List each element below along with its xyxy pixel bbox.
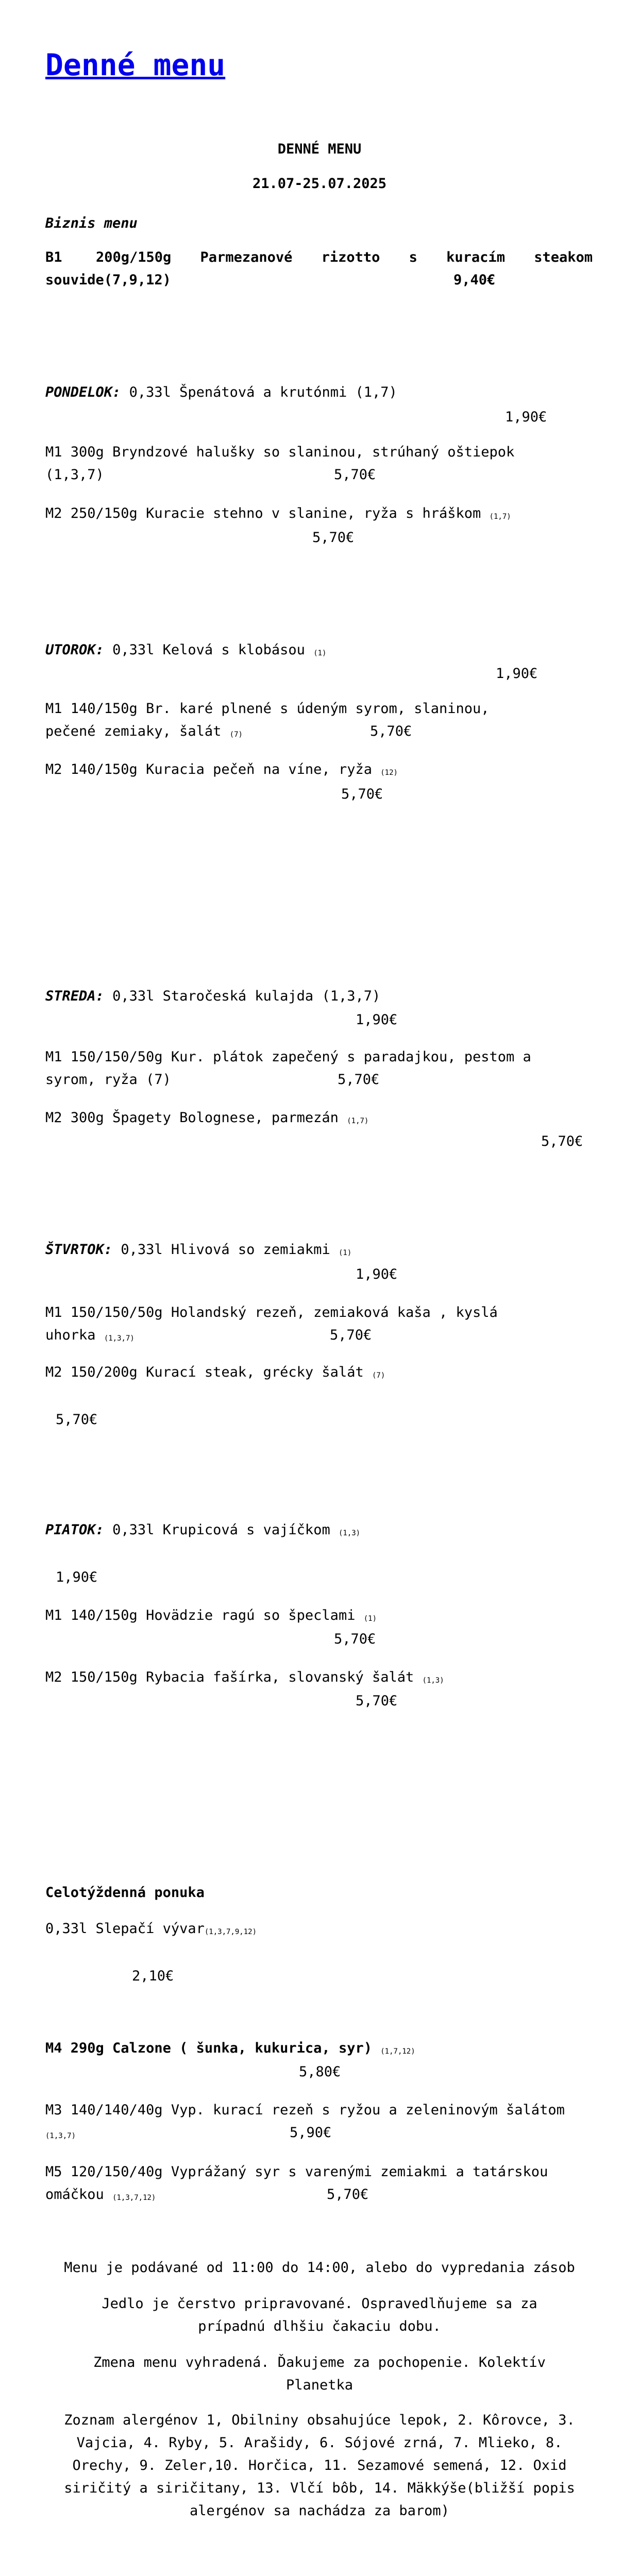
allergen-list: Zoznam alergénov 1, Obilniny obsahujúce lepok, 2. Kôrovce, 3. Vajcia, 4. Ryby, 5. Arašidy, 6. Sójové zrná, 7. Mlieko, 8. Orechy, 9. Zeler,10. Horčica, 11. Sezamové semená, 12. Oxid siričitý a siričitany, 13. Vlčí bôb, 14. Mäkkýše(bližší popis alergénov sa nachádza za barom) <box>64 2412 575 2519</box>
m4-allergens: (1,7,12) <box>380 2047 415 2056</box>
biznis-line2: souvide(7,9,12) <box>45 272 171 288</box>
day-pondelok <box>45 381 397 404</box>
soup-allergens: (1) <box>313 649 327 657</box>
m1-price: 5,70€ <box>370 723 412 739</box>
date-range: 21.07-25.07.2025 <box>252 176 387 192</box>
weekly-soup-line <box>45 1918 257 1943</box>
m1-line1: M1 300g Bryndzové halušky so slaninou, strúhaný oštiepok <box>45 444 515 460</box>
day-piatok <box>45 1519 360 1545</box>
m2-text: M2 300g Špagety Bolognese, parmezán <box>45 1110 339 1126</box>
day-name: PIATOK: <box>45 1522 104 1538</box>
m1-price: 5,70€ <box>334 467 376 483</box>
day-name: STREDA: <box>45 988 104 1004</box>
m2-text: M2 140/150g Kuracia pečeň na víne, ryža <box>45 761 372 777</box>
m5-line2 <box>45 2183 156 2209</box>
m3-price: 5,90€ <box>290 2125 332 2141</box>
soup-allergens: (1,3) <box>338 1529 361 1537</box>
day-name: ŠTVRTOK: <box>45 1242 113 1258</box>
soup: 0,33l Hlivová so zemiakmi <box>121 1242 330 1258</box>
m1-allergens: (7) <box>229 731 243 739</box>
m1-line2 <box>45 1324 134 1350</box>
m5-price: 5,70€ <box>327 2187 369 2202</box>
m3-line1: M3 140/140/40g Vyp. kurací rezeň s ryžou a zeleninovým šalátom <box>45 2102 565 2118</box>
soup-price: 1,90€ <box>56 1569 98 1585</box>
m2-price: 5,70€ <box>541 1133 583 1149</box>
biznis-label: Biznis menu <box>45 215 138 231</box>
m1-allergens: (1) <box>363 1615 377 1623</box>
m3-allergens-line <box>45 2122 76 2147</box>
m1-price: 5,70€ <box>334 1631 376 1647</box>
m2-line <box>45 1107 368 1132</box>
soup: 0,33l Krupicová s vajíčkom <box>112 1522 330 1538</box>
soup: 0,33l Staročeská kulajda (1,3,7) <box>112 988 381 1004</box>
menu-heading: DENNÉ MENU <box>277 141 362 157</box>
m2-text: M2 250/150g Kuracie stehno v slanine, ryža s hráškom <box>45 505 481 521</box>
m2-text: M2 150/150g Rybacia fašírka, slovanský šalát <box>45 1669 414 1685</box>
m4-price: 5,80€ <box>299 2064 341 2080</box>
day-streda <box>45 985 380 1008</box>
m1-line2: (1,3,7) <box>45 467 104 483</box>
m2-line <box>45 1666 444 1692</box>
m1-line1: M1 150/150/50g Kur. plátok zapečený s paradajkou, pestom a <box>45 1049 531 1065</box>
soup: 0,33l Špenátová a krutónmi (1,7) <box>129 384 397 400</box>
day-utorok <box>45 639 327 665</box>
day-stvrtok <box>45 1239 351 1264</box>
m2-line <box>45 1361 385 1387</box>
m2-price: 5,70€ <box>312 530 355 546</box>
m1-text: uhorka <box>45 1327 96 1343</box>
m3-allergens: (1,3,7) <box>45 2132 76 2140</box>
m2-allergens: (12) <box>380 769 398 777</box>
m1-line2: syrom, ryža (7) <box>45 1072 171 1088</box>
fresh-food-note: Jedlo je čerstvo pripravované. Ospravedlňujeme sa za prípadnú dlhšiu čakaciu dobu. <box>102 2296 537 2334</box>
m2-allergens: (7) <box>372 1371 385 1380</box>
m2-allergens: (1,7) <box>347 1117 369 1125</box>
m1-text: pečené zemiaky, šalát <box>45 723 222 739</box>
m2-line <box>45 758 398 784</box>
soup-price: 1,90€ <box>356 1266 398 1282</box>
soup: 0,33l Kelová s klobásou <box>112 642 305 658</box>
soup-price: 1,90€ <box>496 666 538 682</box>
day-name: PONDELOK: <box>45 384 121 400</box>
m1-price: 5,70€ <box>330 1327 372 1343</box>
m2-price: 5,70€ <box>341 786 383 802</box>
m5-text: omáčkou <box>45 2187 104 2202</box>
m1-line1: M1 140/150g Br. karé plnené s údeným syrom, slaninou, <box>45 701 490 717</box>
m2-price: 5,70€ <box>56 1412 98 1428</box>
soup-price: 1,90€ <box>505 409 547 425</box>
m4-line <box>45 2037 415 2063</box>
biznis-price: 9,40€ <box>453 272 496 288</box>
page-title-link[interactable]: Denné menu <box>45 47 226 82</box>
m4-text: M4 290g Calzone ( šunka, kukurica, syr) <box>45 2040 372 2056</box>
menu-change-note: Zmena menu vyhradená. Ďakujeme za pochopenie. Kolektív Planetka <box>93 2354 546 2393</box>
biznis-code: B1 <box>45 249 62 265</box>
soup-allergens: (1) <box>338 1249 352 1257</box>
weekly-soup: 0,33l Slepačí vývar <box>45 1921 205 1937</box>
weekly-soup-price: 2,10€ <box>132 1968 174 1984</box>
biznis-line1: 200g/150g Parmezanové rizotto s kuracím steakom <box>96 249 593 265</box>
m1-line <box>45 1604 377 1630</box>
day-name: UTOROK: <box>45 642 104 658</box>
m5-allergens: (1,3,7,12) <box>112 2194 156 2202</box>
m2-price: 5,70€ <box>356 1693 398 1709</box>
serving-hours-note: Menu je podávané od 11:00 do 14:00, alebo do vypredania zásob <box>64 2260 575 2276</box>
m2-text: M2 150/200g Kurací steak, grécky šalát <box>45 1364 364 1380</box>
m1-allergens: (1,3,7) <box>104 1334 134 1343</box>
m1-text: M1 140/150g Hovädzie ragú so špeclami <box>45 1607 356 1623</box>
m1-line2 <box>45 720 243 746</box>
weekly-soup-allergens: (1,3,7,9,12) <box>204 1928 257 1936</box>
m2-allergens: (1,3) <box>422 1676 444 1685</box>
m5-line1: M5 120/150/40g Vyprážaný syr s varenými zemiakmi a tatárskou <box>45 2164 548 2180</box>
m2-allergens: (1,7) <box>489 513 511 521</box>
weekly-label: Celotýždenná ponuka <box>45 1885 205 1901</box>
m1-line1: M1 150/150/50g Holandský rezeň, zemiaková kaša , kyslá <box>45 1304 498 1320</box>
soup-price: 1,90€ <box>356 1012 398 1028</box>
m1-price: 5,70€ <box>338 1072 380 1088</box>
m2-line <box>45 502 511 528</box>
